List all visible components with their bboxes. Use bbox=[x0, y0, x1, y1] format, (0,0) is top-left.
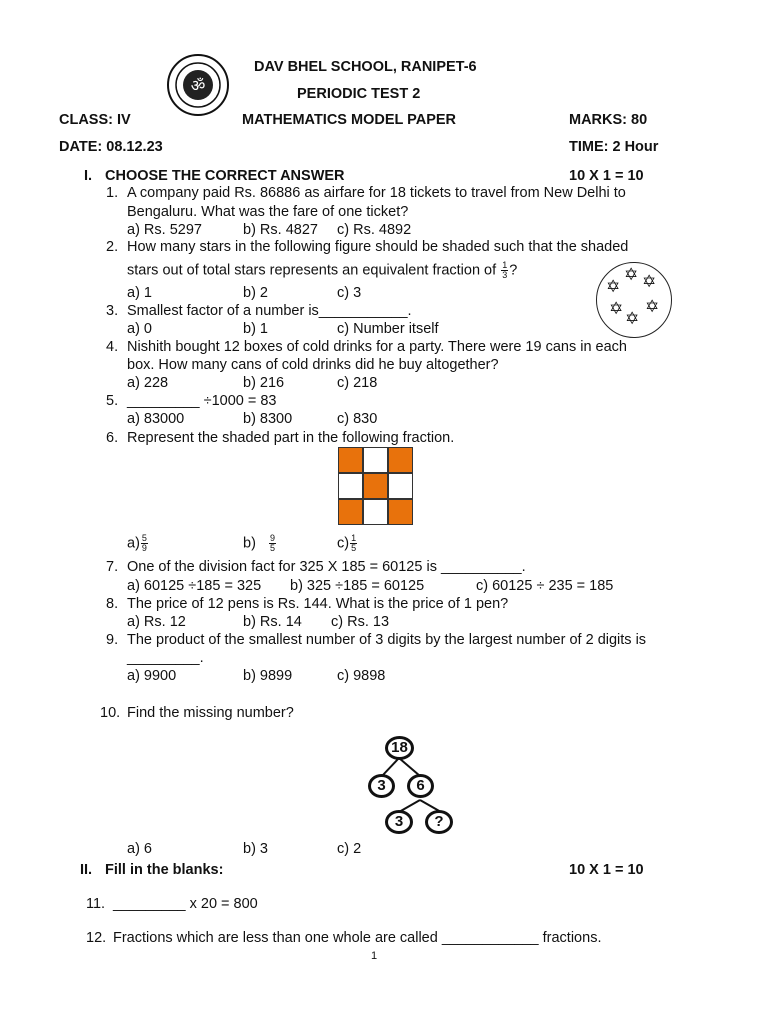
class-label: CLASS: IV bbox=[59, 112, 131, 128]
q2-number: 2. bbox=[106, 239, 119, 255]
q6-b-num: 9 bbox=[270, 533, 276, 543]
q10-number: 10. bbox=[100, 705, 121, 721]
section2-title: Fill in the blanks: bbox=[105, 862, 224, 878]
q8-option-b: b) Rs. 14 bbox=[243, 614, 302, 630]
q1-text-line2: Bengaluru. What was the fare of one ticket? bbox=[127, 204, 409, 220]
q5-option-b: b) 8300 bbox=[243, 411, 293, 427]
q1-text-line1: A company paid Rs. 86886 as airfare for 18 tickets to travel from New Delhi to bbox=[127, 185, 626, 201]
q2-star-figure bbox=[596, 262, 672, 338]
q4-number: 4. bbox=[106, 339, 119, 355]
q6-option-c-label: c) bbox=[337, 535, 350, 552]
q6-b-den: 5 bbox=[270, 543, 276, 553]
q6-c-den: 5 bbox=[351, 543, 357, 553]
q2-fraction bbox=[501, 261, 508, 280]
q8-text: The price of 12 pens is Rs. 144. What is the price of 1 pen? bbox=[127, 596, 509, 612]
q10-option-a: a) 6 bbox=[127, 841, 152, 857]
logo-om-symbol: ॐ bbox=[190, 76, 206, 95]
grid-cell-shaded bbox=[338, 499, 363, 525]
q6-option-a-label: a) bbox=[127, 535, 140, 552]
q3-text: Smallest factor of a number is___________. bbox=[127, 303, 412, 319]
q11-number: 11. bbox=[86, 896, 106, 912]
q9-option-c: c) 9898 bbox=[337, 668, 386, 684]
marks-label: MARKS: 80 bbox=[569, 112, 648, 128]
tree-node-right-left: 3 bbox=[385, 810, 413, 834]
star-icon: ✡ bbox=[609, 299, 624, 318]
q2-fraction-den: 3 bbox=[502, 270, 508, 280]
star-icon: ✡ bbox=[642, 272, 657, 291]
q2-text-line1: How many stars in the following figure should be shaded such that the shaded bbox=[127, 239, 629, 255]
q7-number: 7. bbox=[106, 559, 119, 575]
q6-number: 6. bbox=[106, 430, 119, 446]
q6-option-c bbox=[337, 534, 358, 553]
star-icon: ✡ bbox=[645, 297, 660, 316]
q10-option-c: c) 2 bbox=[337, 841, 362, 857]
q9-number: 9. bbox=[106, 632, 119, 648]
q1-option-b: b) Rs. 4827 bbox=[243, 222, 318, 238]
time-label: TIME: 2 Hour bbox=[569, 139, 659, 155]
q6-grid bbox=[338, 447, 413, 525]
q2-text-line2 bbox=[127, 261, 517, 280]
grid-cell bbox=[388, 473, 413, 499]
section2-numeral: II. bbox=[80, 862, 93, 878]
q7-option-c: c) 60125 ÷ 235 = 185 bbox=[476, 578, 614, 594]
grid-cell bbox=[363, 499, 388, 525]
q2-option-c: c) 3 bbox=[337, 285, 362, 301]
section1-marks: 10 X 1 = 10 bbox=[569, 168, 644, 184]
star-icon: ✡ bbox=[606, 277, 621, 296]
test-name: PERIODIC TEST 2 bbox=[297, 86, 421, 102]
q7-option-a: a) 60125 ÷185 = 325 bbox=[127, 578, 262, 594]
tree-node-right: 6 bbox=[407, 774, 434, 798]
q2-option-b: b) 2 bbox=[243, 285, 268, 301]
q2-question-mark: ? bbox=[509, 262, 518, 279]
q4-text-line2: box. How many cans of cold drinks did he buy altogether? bbox=[127, 357, 499, 373]
q10-text: Find the missing number? bbox=[127, 705, 294, 721]
q7-option-b: b) 325 ÷185 = 60125 bbox=[290, 578, 425, 594]
q9-text-line1: The product of the smallest number of 3 digits by the largest number of 2 digits is bbox=[127, 632, 647, 648]
q7-text: One of the division fact for 325 X 185 = 60125 is __________. bbox=[127, 559, 526, 575]
q5-option-c: c) 830 bbox=[337, 411, 378, 427]
q4-option-c: c) 218 bbox=[337, 375, 378, 391]
tree-node-right-right: ? bbox=[425, 810, 453, 834]
tree-node-left: 3 bbox=[368, 774, 395, 798]
q6-c-num: 1 bbox=[351, 533, 357, 543]
q9-text-line2: _________. bbox=[127, 650, 204, 666]
grid-cell bbox=[338, 473, 363, 499]
q11-text: _________ x 20 = 800 bbox=[113, 896, 258, 912]
q2-text-line2-main: stars out of total stars represents an equivalent fraction of bbox=[127, 262, 497, 279]
grid-cell-shaded bbox=[388, 447, 413, 473]
q6-a-den: 9 bbox=[141, 543, 147, 553]
q3-number: 3. bbox=[106, 303, 119, 319]
q6-text: Represent the shaded part in the following fraction. bbox=[127, 430, 455, 446]
q1-number: 1. bbox=[106, 185, 119, 201]
tree-node-root: 18 bbox=[385, 736, 414, 760]
page-number: 1 bbox=[371, 950, 378, 962]
q12-number: 12. bbox=[86, 930, 107, 946]
q4-option-b: b) 216 bbox=[243, 375, 285, 391]
q9-option-b: b) 9899 bbox=[243, 668, 293, 684]
q2-fraction-num: 1 bbox=[502, 260, 508, 270]
q5-number: 5. bbox=[106, 393, 119, 409]
q3-option-a: a) 0 bbox=[127, 321, 152, 337]
q5-option-a: a) 83000 bbox=[127, 411, 185, 427]
q8-number: 8. bbox=[106, 596, 119, 612]
q6-option-b-fraction bbox=[269, 534, 276, 553]
q12-text: Fractions which are less than one whole are called ____________ fractions. bbox=[113, 930, 602, 946]
q5-text: _________ ÷1000 = 83 bbox=[127, 393, 277, 409]
q2-option-a: a) 1 bbox=[127, 285, 152, 301]
q6-option-a-fraction bbox=[141, 534, 148, 553]
q8-option-c: c) Rs. 13 bbox=[331, 614, 390, 630]
school-logo bbox=[166, 53, 230, 117]
star-icon: ✡ bbox=[624, 265, 639, 284]
q1-option-c: c) Rs. 4892 bbox=[337, 222, 412, 238]
q10-number-tree bbox=[355, 736, 465, 836]
q6-a-num: 5 bbox=[141, 533, 147, 543]
q9-option-a: a) 9900 bbox=[127, 668, 177, 684]
school-name: DAV BHEL SCHOOL, RANIPET-6 bbox=[254, 59, 477, 75]
q1-option-a: a) Rs. 5297 bbox=[127, 222, 202, 238]
section1-numeral: I. bbox=[84, 168, 93, 184]
grid-cell bbox=[363, 447, 388, 473]
q10-option-b: b) 3 bbox=[243, 841, 268, 857]
section1-title: CHOOSE THE CORRECT ANSWER bbox=[105, 168, 345, 184]
date-label: DATE: 08.12.23 bbox=[59, 139, 163, 155]
star-icon: ✡ bbox=[625, 309, 640, 328]
grid-cell-shaded bbox=[388, 499, 413, 525]
q8-option-a: a) Rs. 12 bbox=[127, 614, 186, 630]
grid-cell-shaded bbox=[363, 473, 388, 499]
q3-option-b: b) 1 bbox=[243, 321, 268, 337]
q4-option-a: a) 228 bbox=[127, 375, 169, 391]
paper-title: MATHEMATICS MODEL PAPER bbox=[242, 112, 457, 128]
q3-option-c: c) Number itself bbox=[337, 321, 439, 337]
q6-option-c-fraction bbox=[350, 534, 357, 553]
grid-cell-shaded bbox=[338, 447, 363, 473]
q4-text-line1: Nishith bought 12 boxes of cold drinks for a party. There were 19 cans in each bbox=[127, 339, 627, 355]
q6-option-b bbox=[243, 534, 277, 553]
q6-option-a bbox=[127, 534, 149, 553]
q6-option-b-label: b) bbox=[243, 535, 256, 552]
section2-marks: 10 X 1 = 10 bbox=[569, 862, 644, 878]
